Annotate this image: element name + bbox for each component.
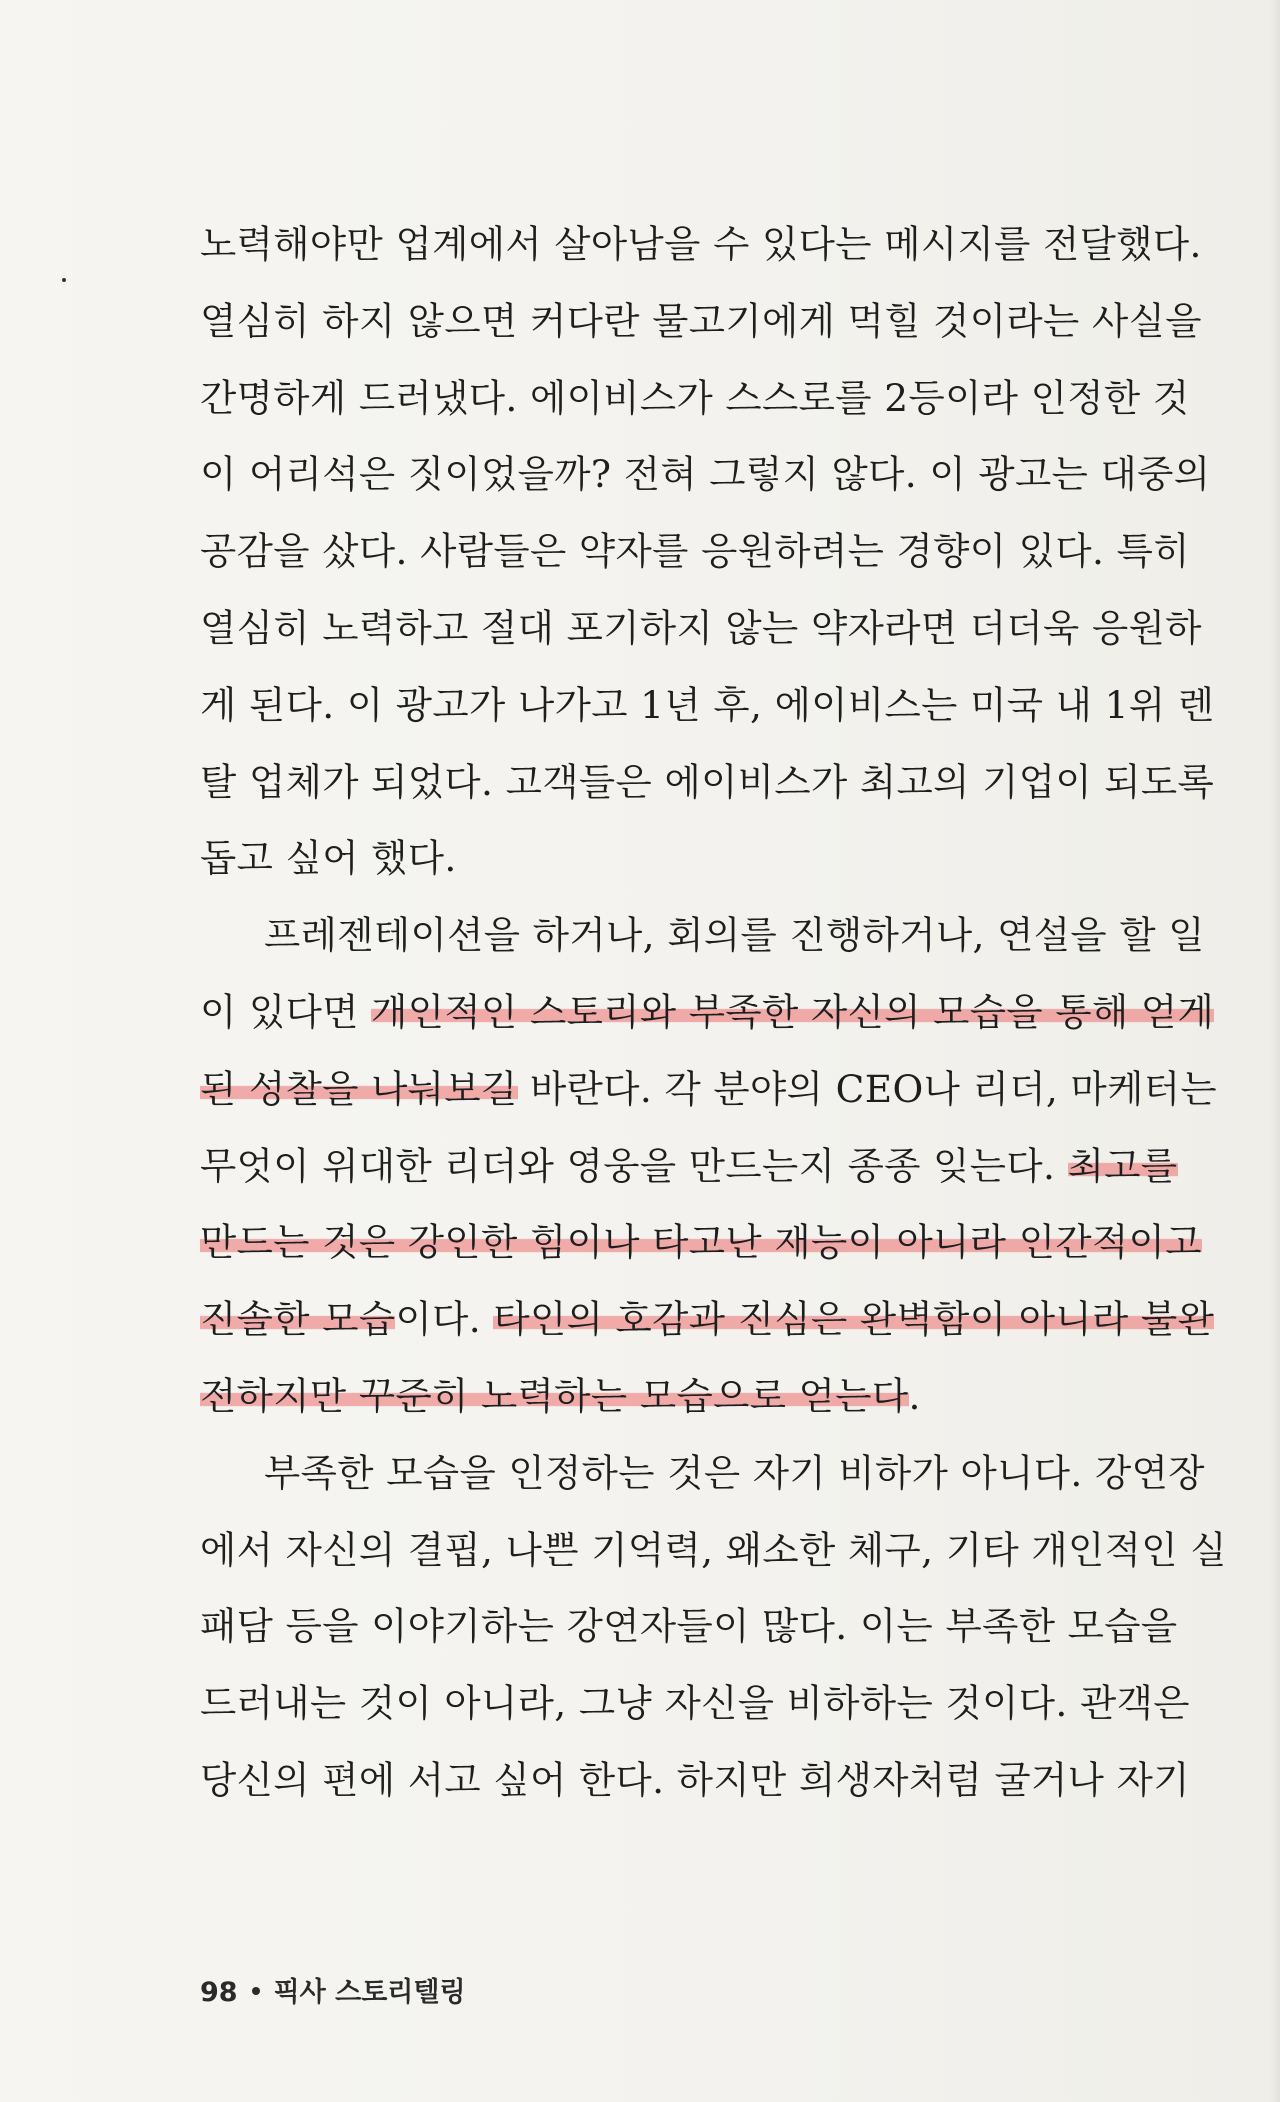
text-line: 돕고 싶어 했다. [200,836,457,881]
text-line: 열심히 노력하고 절대 포기하지 않는 약자라면 더더욱 응원하 [200,605,1202,650]
book-title: 픽사 스토리텔링 [273,1977,466,2008]
text-segment: . [908,1373,921,1418]
page-footer [200,1975,466,2011]
text-line: 부족한 모습을 인정하는 것은 자기 비하가 아니다. 강연장 [264,1450,1205,1495]
text-segment: 이다. [395,1297,494,1342]
highlighted-text: 전하지만 꾸준히 노력하는 모습으로 얻는다 [200,1373,909,1418]
text-line: 게 된다. 이 광고가 나가고 1년 후, 에이비스는 미국 내 1위 렌 [200,682,1215,727]
bullet-separator-icon [252,1987,260,1995]
text-line: 공감을 샀다. 사람들은 약자를 응원하려는 경향이 있다. 특히 [200,529,1190,574]
text-line: 노력해야만 업계에서 살아남을 수 있다는 메시지를 전달했다. [200,222,1202,266]
highlighted-text: 개인적인 스토리와 부족한 자신의 모습을 통해 얻게 [371,989,1215,1034]
highlighted-text: 최고를 [1067,1143,1178,1188]
text-line: 패담 등을 이야기하는 강연자들이 많다. 이는 부족한 모습을 [200,1604,1178,1649]
text-line: 이 어리석은 짓이었을까? 전혀 그렇지 않다. 이 광고는 대중의 [200,452,1211,497]
text-line: 탈 업체가 되었다. 고객들은 에이비스가 최고의 기업이 되도록 [200,759,1215,804]
text-line [200,1204,1202,1281]
text-line: 간명하게 드러냈다. 에이비스가 스스로를 2등이라 인정한 것 [200,375,1190,420]
text-line [200,1128,1178,1205]
text-line [200,1051,1217,1128]
text-segment: 바란다. 각 분야의 CEO나 리더, 마케터는 [517,1066,1217,1111]
page-edge-shadow [1270,0,1280,2102]
highlighted-text: 만드는 것은 강인한 힘이나 타고난 재능이 아니라 인간적이고 [200,1220,1202,1265]
text-line: 당신의 편에 서고 싶어 한다. 하지만 희생자처럼 굴거나 자기 [200,1757,1190,1802]
text-line [200,974,1215,1051]
body-text [200,206,1227,1819]
page-number: 98 [200,1977,238,2008]
text-line: 에서 자신의 결핍, 나쁜 기억력, 왜소한 체구, 기타 개인적인 실 [200,1527,1227,1572]
text-segment: 이 있다면 [200,989,372,1034]
paper-speck [62,278,66,282]
highlighted-text: 진솔한 모습 [200,1297,396,1342]
highlighted-text: 타인의 호감과 진심은 완벽함이 아니라 불완 [493,1297,1215,1342]
text-line [200,1281,1215,1358]
text-line: 열심히 하지 않으면 커다란 물고기에게 먹힐 것이라는 사실을 [200,298,1202,343]
text-line: 프레젠테이션을 하거나, 회의를 진행하거나, 연설을 할 일 [264,913,1205,958]
text-segment: 무엇이 위대한 리더와 영웅을 만드는지 종종 잊는다. [200,1143,1068,1188]
text-line [200,1358,1134,1435]
text-line: 드러내는 것이 아니라, 그냥 자신을 비하하는 것이다. 관객은 [200,1681,1190,1726]
highlighted-text: 된 성찰을 나눠보길 [200,1066,518,1111]
